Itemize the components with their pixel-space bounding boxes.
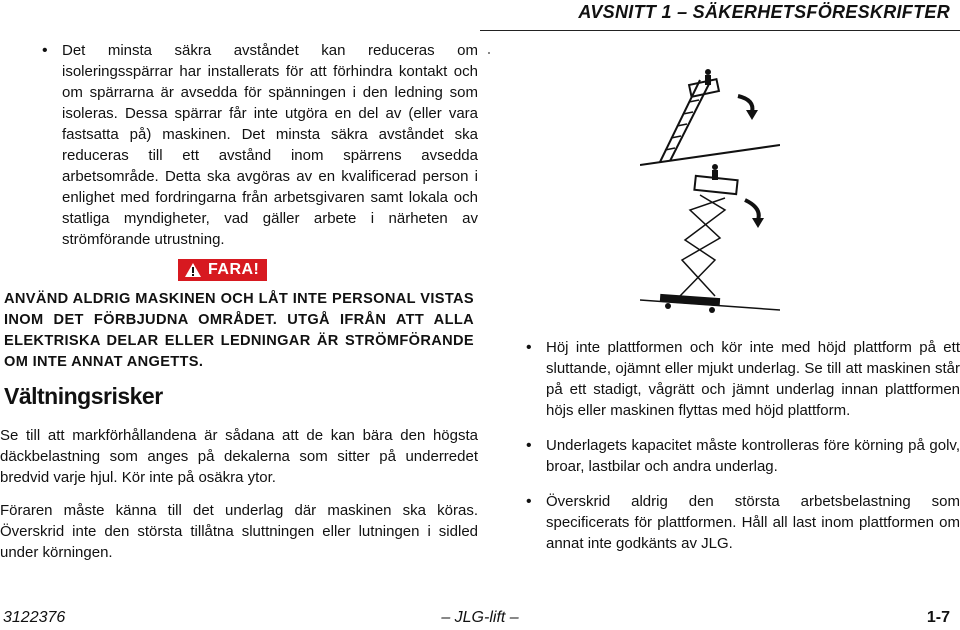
list-item: • Underlagets kapacitet måste kontrolleras före körning på golv, broar, lastbilar och andra underlag. — [546, 435, 960, 477]
left-column-bottom — [0, 425, 478, 575]
bullet-list-right — [524, 337, 960, 554]
list-item: • Se till att markförhållandena är sådana att de kan bära den högsta däckbelastning som anges på dekalerna som sitter på underredet bredvid varje hjul. Kör inte på osäkra ytor. — [0, 425, 478, 488]
warning-triangle-icon — [184, 262, 202, 278]
document-number: 3122376 — [3, 609, 66, 626]
section-title: AVSNITT 1 – SÄKERHETSFÖRESKRIFTER — [578, 2, 950, 22]
danger-text: ANVÄND ALDRIG MASKINEN OCH LÅT INTE PERSONAL VISTAS INOM DET FÖRBJUDNA OMRÅDET. UTGÅ IFRÅN ATT ALLA ELEKTRISKA DELAR ELLER LEDNINGAR ÄR STRÖMFÖRANDE OM INTE ANNAT ANGETTS. — [4, 291, 474, 370]
section-subheading: Vältningsrisker — [4, 383, 163, 409]
header-divider — [480, 30, 960, 31]
danger-notice — [4, 259, 474, 373]
danger-badge — [178, 259, 267, 281]
list-item: • Överskrid aldrig den största arbetsbelastning som specificerats för plattformen. Håll all last inom plattformen om annat inte godkänts av JLG. — [546, 491, 960, 554]
list-item: • Det minsta säkra avståndet kan reduceras om isoleringsspärrar har installerats för att förhindra kontakt och om spärrarna är avsedda för spänningen i den ledning som isoleras. Dessa spärrar får inte utgöra en del av (eller vara fastsatta på) maskinen. Det minsta säkra avståndet ska reduceras till ett avstånd inom spärrens avsedda arbetsområde. Detta ska avgöras av en kvalificerad person i enlighet med fordringarna från arbetsgivaren samt lokala och statliga myndigheter, vad gäller arbete i närheten av strömförande utrustning. — [62, 40, 478, 250]
tipping-scissor-lift-illustration — [640, 60, 780, 330]
list-item: • Föraren måste känna till det underlag där maskinen ska köras. Överskrid inte den största tillåtna sluttningen eller lutningen i sidled under körningen. — [0, 500, 478, 563]
right-column — [524, 337, 960, 568]
left-column-top — [0, 40, 478, 262]
bullet-list-bottom — [0, 425, 478, 563]
footer-brand: – JLG-lift – — [441, 609, 519, 626]
list-item: • Höj inte plattformen och kör inte med höjd plattform på ett sluttande, ojämnt eller mjukt underlag. Se till att maskinen står på ett stadigt, vågrätt och jämnt underlag innan plattformen höjs eller maskinen flyttas med höjd plattform. — [546, 337, 960, 421]
bullet-list-top — [0, 40, 478, 250]
stray-dot — [488, 52, 490, 54]
danger-label: FARA! — [208, 261, 260, 278]
page-number: 1-7 — [926, 609, 950, 626]
